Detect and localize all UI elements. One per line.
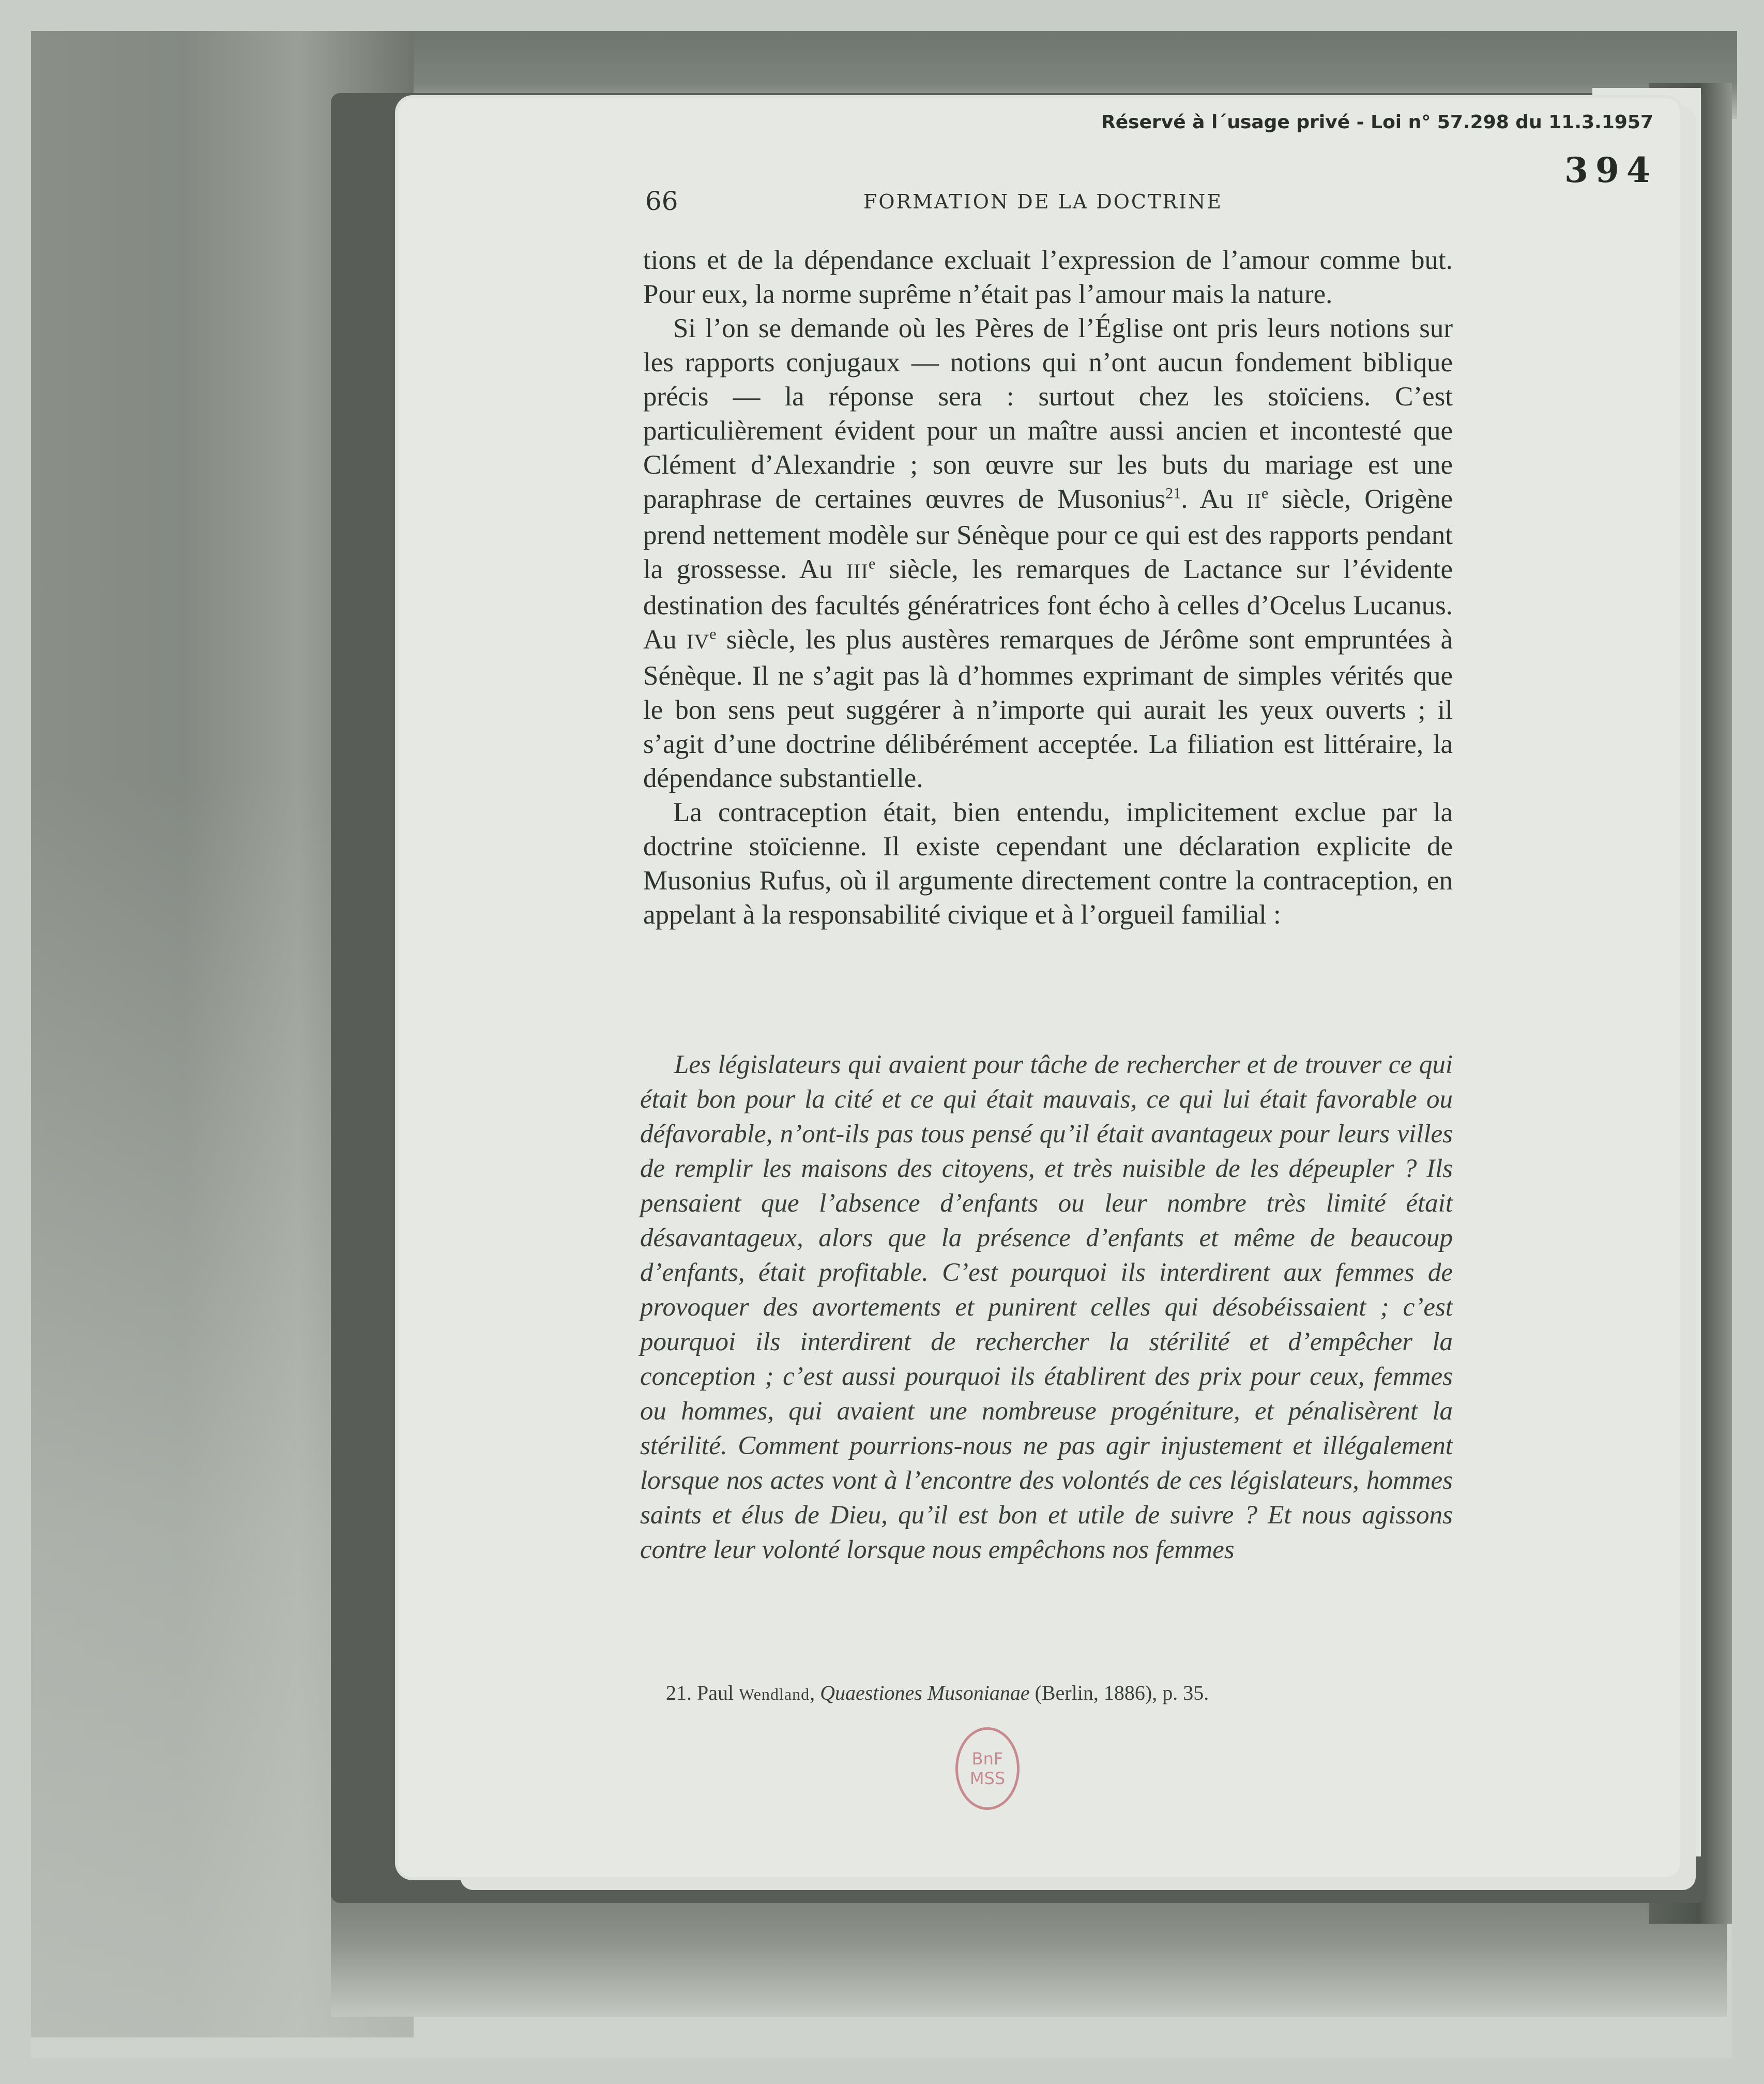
usage-notice: Réservé à l´usage privé - Loi n° 57.298 du 11.3.1957 (1101, 112, 1653, 133)
paragraph: tions et de la dépendance excluait l’expression de l’amour comme but. Pour eux, la norme suprême n’était pas l’amour mais la nature. (643, 245, 1453, 309)
paragraph: La contraception était, bien entendu, implicitement exclue par la doctrine stoïcienne. Il existe cependant une déclaration explicite de Musonius Rufus, où il argumente directement contre la contraception, en appelant à la responsabilité civique et à l’orgueil familial : (643, 797, 1453, 930)
main-text (643, 243, 1453, 932)
page-number: 66 (645, 186, 678, 216)
paragraph: Si l’on se demande où les Pères de l’Église ont pris leurs notions sur les rapports conjugaux — notions qui n’ont aucun fondement biblique précis — la réponse sera : surtout chez les stoïciens. C’est particulièrement évident pour un maître aussi ancien et incontesté que Clément d’Alexandrie ; son œuvre sur les buts du mariage est une paraphrase de certaines œuvres de Musonius$^{21}$. Au IIe siècle, Origène prend nettement modèle sur Sénèque pour ce qui est des rapports pendant la grossesse. Au IIIe siècle, les remarques de Lactance sur l’évidente destination des facultés génératrices font écho à celles d’Ocelus Lucanus. Au IVe siècle, les plus austères remarques de Jérôme sont empruntées à Sénèque. Il ne s’agit pas là d’hommes exprimant de simples vérités que le bon sens peut suggérer à n’importe qui aurait les yeux ouverts ; il s’agit d’une doctrine délibérément acceptée. La filiation est littéraire, la dépendance substantielle. (643, 313, 1453, 793)
footnote-author: Wendland (739, 1685, 810, 1703)
running-head: FORMATION DE LA DOCTRINE (863, 190, 1223, 213)
block-quote (640, 1048, 1453, 1567)
library-stamp: BnF MSS (955, 1727, 1020, 1810)
quote-text: Les législateurs qui avaient pour tâche de rechercher et de trouver ce qui était bon pour la cité et ce qui était mauvais, ce qui lui était favorable ou défavorable, n’ont-ils pas tous pensé qu’il était avantageux pour leurs villes de remplir les maisons des citoyens, et très nuisible de les dépeupler ? Ils pensaient que l’absence d’enfants ou leur nombre très limité était désavantageux, alors que la présence d’enfants et même de beaucoup d’enfants, était profitable. C’est pourquoi ils interdirent aux femmes de provoquer des avortements et punirent celles qui désobéissaient ; c’est pourquoi ils interdirent de rechercher la stérilité et d’empêcher la conception ; c’est aussi pourquoi ils établirent des prix pour ceux, femmes ou hommes, qui avaient une nombreuse progéniture, et pénalisèrent la stérilité. Comment pourrions-nous ne pas agir injustement et illégalement lorsque nos actes vont à l’encontre des volontés de ces législateurs, hommes saints et élus de Dieu, qu’il est bon et utile de suivre ? Et nous agissons contre leur volonté lorsque nous empêchons nos femmes (640, 1050, 1453, 1564)
folio-number: 394 (1564, 150, 1657, 190)
footnote: 21. Paul Wendland, Quaestiones Musonianae (Berlin, 1886), p. 35. (666, 1681, 1209, 1704)
footnote-title: Quaestiones Musonianae (820, 1681, 1030, 1704)
footnote-ref: 21 (1165, 485, 1181, 502)
